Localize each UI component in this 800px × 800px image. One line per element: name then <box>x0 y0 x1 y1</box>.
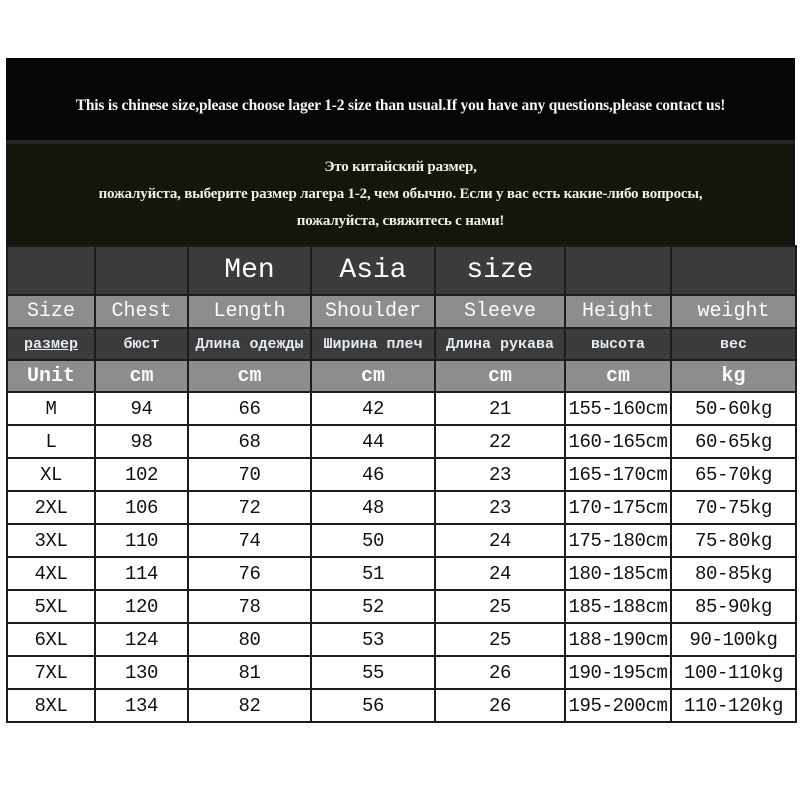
size-table-cell: 23 <box>435 458 565 491</box>
russian-notice-line-3: пожалуйста, свяжитесь с нами! <box>296 213 505 229</box>
size-table-cell: 75-80kg <box>671 524 796 557</box>
size-table-cell: 4XL <box>7 557 95 590</box>
size-table-cell: 55 <box>311 656 435 689</box>
size-table-row <box>7 623 796 656</box>
size-table-row <box>7 491 796 524</box>
size-table-row <box>7 590 796 623</box>
group-header-cell <box>7 246 95 295</box>
column-header-en: Chest <box>95 295 188 328</box>
russian-notice-banner <box>6 144 795 245</box>
column-header-en: Height <box>565 295 671 328</box>
size-table-cell: 110-120kg <box>671 689 796 722</box>
size-table-cell: 70 <box>188 458 311 491</box>
size-table-cell: 94 <box>95 392 188 425</box>
size-table-cell: 24 <box>435 524 565 557</box>
size-table-cell: XL <box>7 458 95 491</box>
men-asia-size-table <box>6 245 797 723</box>
size-table-cell: 175-180cm <box>565 524 671 557</box>
size-table-cell: 124 <box>95 623 188 656</box>
size-table-cell: 102 <box>95 458 188 491</box>
size-table-cell: 160-165cm <box>565 425 671 458</box>
size-table-cell: 6XL <box>7 623 95 656</box>
size-table-cell: 165-170cm <box>565 458 671 491</box>
size-table-row <box>7 392 796 425</box>
russian-notice-line-1: Это китайский размер, <box>324 159 477 175</box>
size-table-cell: 50 <box>311 524 435 557</box>
group-header-cell: Asia <box>311 246 435 295</box>
group-header-cell <box>565 246 671 295</box>
group-header-cell <box>671 246 796 295</box>
size-table-cell: 195-200cm <box>565 689 671 722</box>
size-table-cell: 3XL <box>7 524 95 557</box>
size-table-cell: 23 <box>435 491 565 524</box>
column-header-row-russian <box>7 328 796 360</box>
unit-cell: kg <box>671 360 796 392</box>
size-table-cell: 26 <box>435 656 565 689</box>
size-table-cell: 25 <box>435 623 565 656</box>
size-table-cell: 100-110kg <box>671 656 796 689</box>
size-table-row <box>7 425 796 458</box>
group-header-cell: Men <box>188 246 311 295</box>
size-table-cell: 110 <box>95 524 188 557</box>
size-table-cell: 24 <box>435 557 565 590</box>
column-header-en: weight <box>671 295 796 328</box>
russian-notice-line-2: пожалуйста, выберите размер лагера 1-2, чем обычно. Если у вас есть какие-либо вопросы, <box>98 186 703 202</box>
size-table-body <box>7 392 796 722</box>
unit-row <box>7 360 796 392</box>
size-table-cell: 185-188cm <box>565 590 671 623</box>
group-header-row <box>7 246 796 295</box>
size-table-cell: 25 <box>435 590 565 623</box>
column-header-ru: бюст <box>95 328 188 360</box>
size-table-cell: L <box>7 425 95 458</box>
english-notice-banner <box>6 58 795 140</box>
size-table-cell: 52 <box>311 590 435 623</box>
size-table-row <box>7 656 796 689</box>
size-table-cell: 68 <box>188 425 311 458</box>
size-table-cell: 80 <box>188 623 311 656</box>
size-table-cell: 134 <box>95 689 188 722</box>
size-table-cell: 82 <box>188 689 311 722</box>
unit-cell: cm <box>565 360 671 392</box>
size-table-row <box>7 524 796 557</box>
size-table-row <box>7 458 796 491</box>
column-header-en: Sleeve <box>435 295 565 328</box>
unit-cell: cm <box>311 360 435 392</box>
size-table-cell: 114 <box>95 557 188 590</box>
size-table-cell: 78 <box>188 590 311 623</box>
size-table-cell: 74 <box>188 524 311 557</box>
size-table-cell: 170-175cm <box>565 491 671 524</box>
column-header-ru: вес <box>671 328 796 360</box>
size-table-cell: 22 <box>435 425 565 458</box>
size-table-cell: 60-65kg <box>671 425 796 458</box>
size-table-cell: 53 <box>311 623 435 656</box>
size-table-cell: 50-60kg <box>671 392 796 425</box>
unit-cell: cm <box>95 360 188 392</box>
size-table-cell: 76 <box>188 557 311 590</box>
unit-cell: cm <box>188 360 311 392</box>
size-table-cell: M <box>7 392 95 425</box>
size-table-cell: 106 <box>95 491 188 524</box>
column-header-en: Size <box>7 295 95 328</box>
size-table-cell: 2XL <box>7 491 95 524</box>
size-table-cell: 66 <box>188 392 311 425</box>
column-header-ru: Длина рукава <box>435 328 565 360</box>
size-table-cell: 70-75kg <box>671 491 796 524</box>
size-table-cell: 26 <box>435 689 565 722</box>
size-table-row <box>7 557 796 590</box>
column-header-ru: высота <box>565 328 671 360</box>
size-table-cell: 188-190cm <box>565 623 671 656</box>
size-table-cell: 81 <box>188 656 311 689</box>
column-header-ru: Длина одежды <box>188 328 311 360</box>
size-table-cell: 48 <box>311 491 435 524</box>
size-table-cell: 130 <box>95 656 188 689</box>
english-notice-text: This is chinese size,please choose lager 1-2 size than usual.If you have any questions,please contact us! <box>75 97 726 114</box>
column-header-ru: Ширина плеч <box>311 328 435 360</box>
column-header-en: Shoulder <box>311 295 435 328</box>
size-table-cell: 42 <box>311 392 435 425</box>
size-table-cell: 80-85kg <box>671 557 796 590</box>
size-table-cell: 98 <box>95 425 188 458</box>
size-table-cell: 7XL <box>7 656 95 689</box>
group-header-cell: size <box>435 246 565 295</box>
size-table-cell: 72 <box>188 491 311 524</box>
unit-cell: cm <box>435 360 565 392</box>
column-header-en: Length <box>188 295 311 328</box>
size-table-cell: 46 <box>311 458 435 491</box>
column-header-row-english <box>7 295 796 328</box>
size-table-cell: 85-90kg <box>671 590 796 623</box>
size-table-cell: 44 <box>311 425 435 458</box>
size-table-cell: 51 <box>311 557 435 590</box>
size-table-cell: 180-185cm <box>565 557 671 590</box>
size-table-cell: 8XL <box>7 689 95 722</box>
column-header-ru: размер <box>7 328 95 360</box>
size-table-cell: 21 <box>435 392 565 425</box>
size-table-cell: 120 <box>95 590 188 623</box>
size-table-cell: 65-70kg <box>671 458 796 491</box>
size-table-cell: 5XL <box>7 590 95 623</box>
unit-cell: Unit <box>7 360 95 392</box>
size-table-row <box>7 689 796 722</box>
group-header-cell <box>95 246 188 295</box>
size-table-head <box>7 246 796 392</box>
size-table-cell: 90-100kg <box>671 623 796 656</box>
size-table-cell: 56 <box>311 689 435 722</box>
size-table-cell: 155-160cm <box>565 392 671 425</box>
size-table-cell: 190-195cm <box>565 656 671 689</box>
